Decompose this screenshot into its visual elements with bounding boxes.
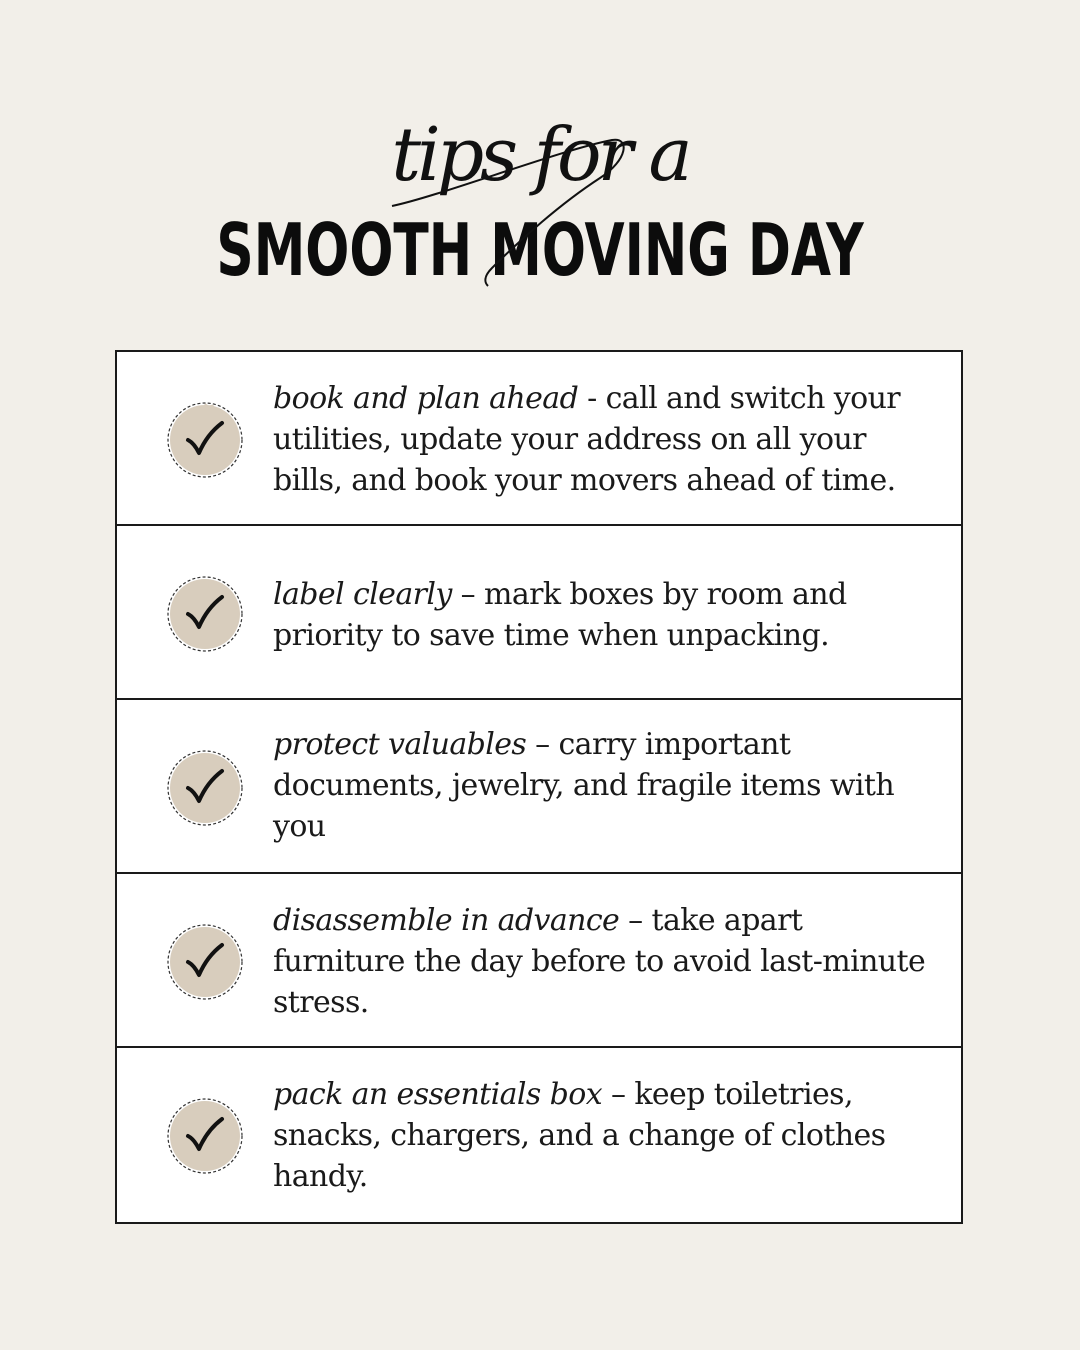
tip-body: take apart furniture the day before to avoid last-minute stress.	[273, 903, 926, 1020]
tip-separator: –	[526, 727, 559, 762]
tip-row-label-clearly	[117, 526, 963, 700]
tip-body: mark boxes by room and priority to save time when unpacking.	[273, 577, 847, 653]
tip-text	[273, 378, 933, 501]
tip-separator: –	[602, 1077, 635, 1112]
tip-text	[273, 1074, 933, 1197]
tip-body: keep toiletries, snacks, chargers, and a change of clothes handy.	[273, 1077, 886, 1194]
tip-row-protect-valuables	[117, 700, 963, 874]
header	[0, 0, 1080, 330]
tips-list	[115, 350, 963, 1224]
check-badge-icon	[165, 922, 245, 1002]
check-badge-icon	[165, 400, 245, 480]
script-subtitle: tips for a	[391, 112, 689, 198]
tip-body: call and switch your utilities, update your address on all your bills, and book your movers ahead of time.	[273, 381, 901, 498]
tip-separator: –	[619, 903, 652, 938]
tip-separator: -	[578, 381, 606, 416]
check-badge-icon	[165, 574, 245, 654]
tip-lead: pack an essentials box	[273, 1077, 603, 1112]
tip-separator: –	[451, 577, 484, 612]
tip-text	[273, 900, 933, 1023]
page-title: SMOOTH MOVING DAY	[216, 208, 864, 292]
check-badge-icon	[165, 748, 245, 828]
tip-lead: label clearly	[273, 577, 452, 612]
tip-lead: protect valuables	[273, 727, 527, 762]
tip-text	[273, 724, 933, 847]
tip-lead: disassemble in advance	[273, 903, 620, 938]
tip-text	[273, 574, 933, 656]
tip-lead: book and plan ahead	[273, 381, 579, 416]
check-badge-icon	[165, 1096, 245, 1176]
tip-body: carry important documents, jewelry, and fragile items with you	[273, 727, 895, 844]
tip-row-essentials-box	[117, 1048, 963, 1222]
tip-row-book-and-plan	[117, 352, 963, 526]
tip-row-disassemble	[117, 874, 963, 1048]
